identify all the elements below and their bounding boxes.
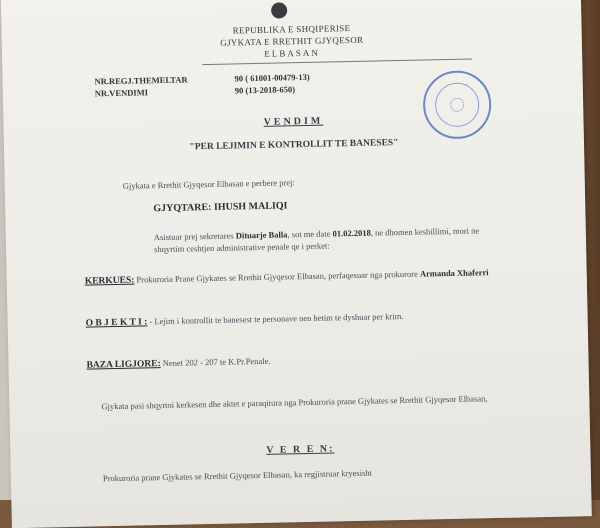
objekti-label: O B J E K T I : <box>85 317 148 329</box>
kerkues-section: KERKUES: Prokuroria Prane Gjykates se Rrethit Gjyqesor Elbasan, perfaqesuar nga prokurore Armanda Xhaferri <box>84 267 489 287</box>
regj-label: NR.REGJ.THEMELTAR <box>94 74 188 87</box>
regj-value: 90 ( 61001-00479-13) <box>234 71 310 84</box>
judge-line: GJYQTARE: IHUSH MALIQI <box>153 200 288 215</box>
bottom-paragraph: Prokuroria prane Gjykates se Rrethit Gjyqesor Elbasan, ka regjistruar kryesisht <box>102 467 373 484</box>
header-republic: REPUBLIKA E SHQIPERISE <box>232 23 351 36</box>
secretary-name: Dituarje Balla <box>235 229 288 241</box>
hearing-date: 01.02.2018 <box>332 227 371 239</box>
baza-label: BAZA LIGJORE: <box>86 359 161 371</box>
document-page <box>1 0 592 528</box>
vendimi-value: 90 (13-2018-650) <box>234 84 296 96</box>
vendimi-label: NR.VENDIMI <box>94 87 149 99</box>
veren-heading: V E R E N: <box>266 443 335 456</box>
assistant-paragraph: Asistuar prej sekretares Dituarje Balla, sot me date 01.02.2018, ne dhomen keshillimi, mori ne shqyrtim ceshtjen administrative penale qe i perket: <box>153 225 480 255</box>
kerkues-label: KERKUES: <box>84 275 135 287</box>
header-divider <box>202 58 472 65</box>
baza-section: BAZA LIGJORE: Nenet 202 - 207 te K.Pr.Penale. <box>86 355 271 371</box>
court-seal-icon <box>422 70 491 139</box>
header-city: ELBASAN <box>264 47 320 59</box>
document-subtitle: "PER LEJIMIN E KONTROLLIT TE BANESES" <box>189 138 399 153</box>
objekti-section: O B J E K T I : - Lejim i kontrollit te banesest te personave nen hetim te dyshuar per krim. <box>85 310 404 329</box>
state-emblem-icon <box>271 2 287 18</box>
document-title: VENDIM <box>263 115 324 128</box>
header-court: GJYKATA E RRETHIT GJYQESOR <box>220 34 364 48</box>
conclusion-paragraph: Gjykata pasi shqyrtoi kerkesen dhe aktet e paraqitura nga Prokuroria prane Gjykates se Rrethit Gjyqesor Elbasan, <box>101 393 488 412</box>
court-composition: Gjykata e Rrethit Gjyqesor Elbasan e perbere prej: <box>122 177 295 191</box>
prosecutor-name: Armanda Xhaferri <box>419 267 489 279</box>
